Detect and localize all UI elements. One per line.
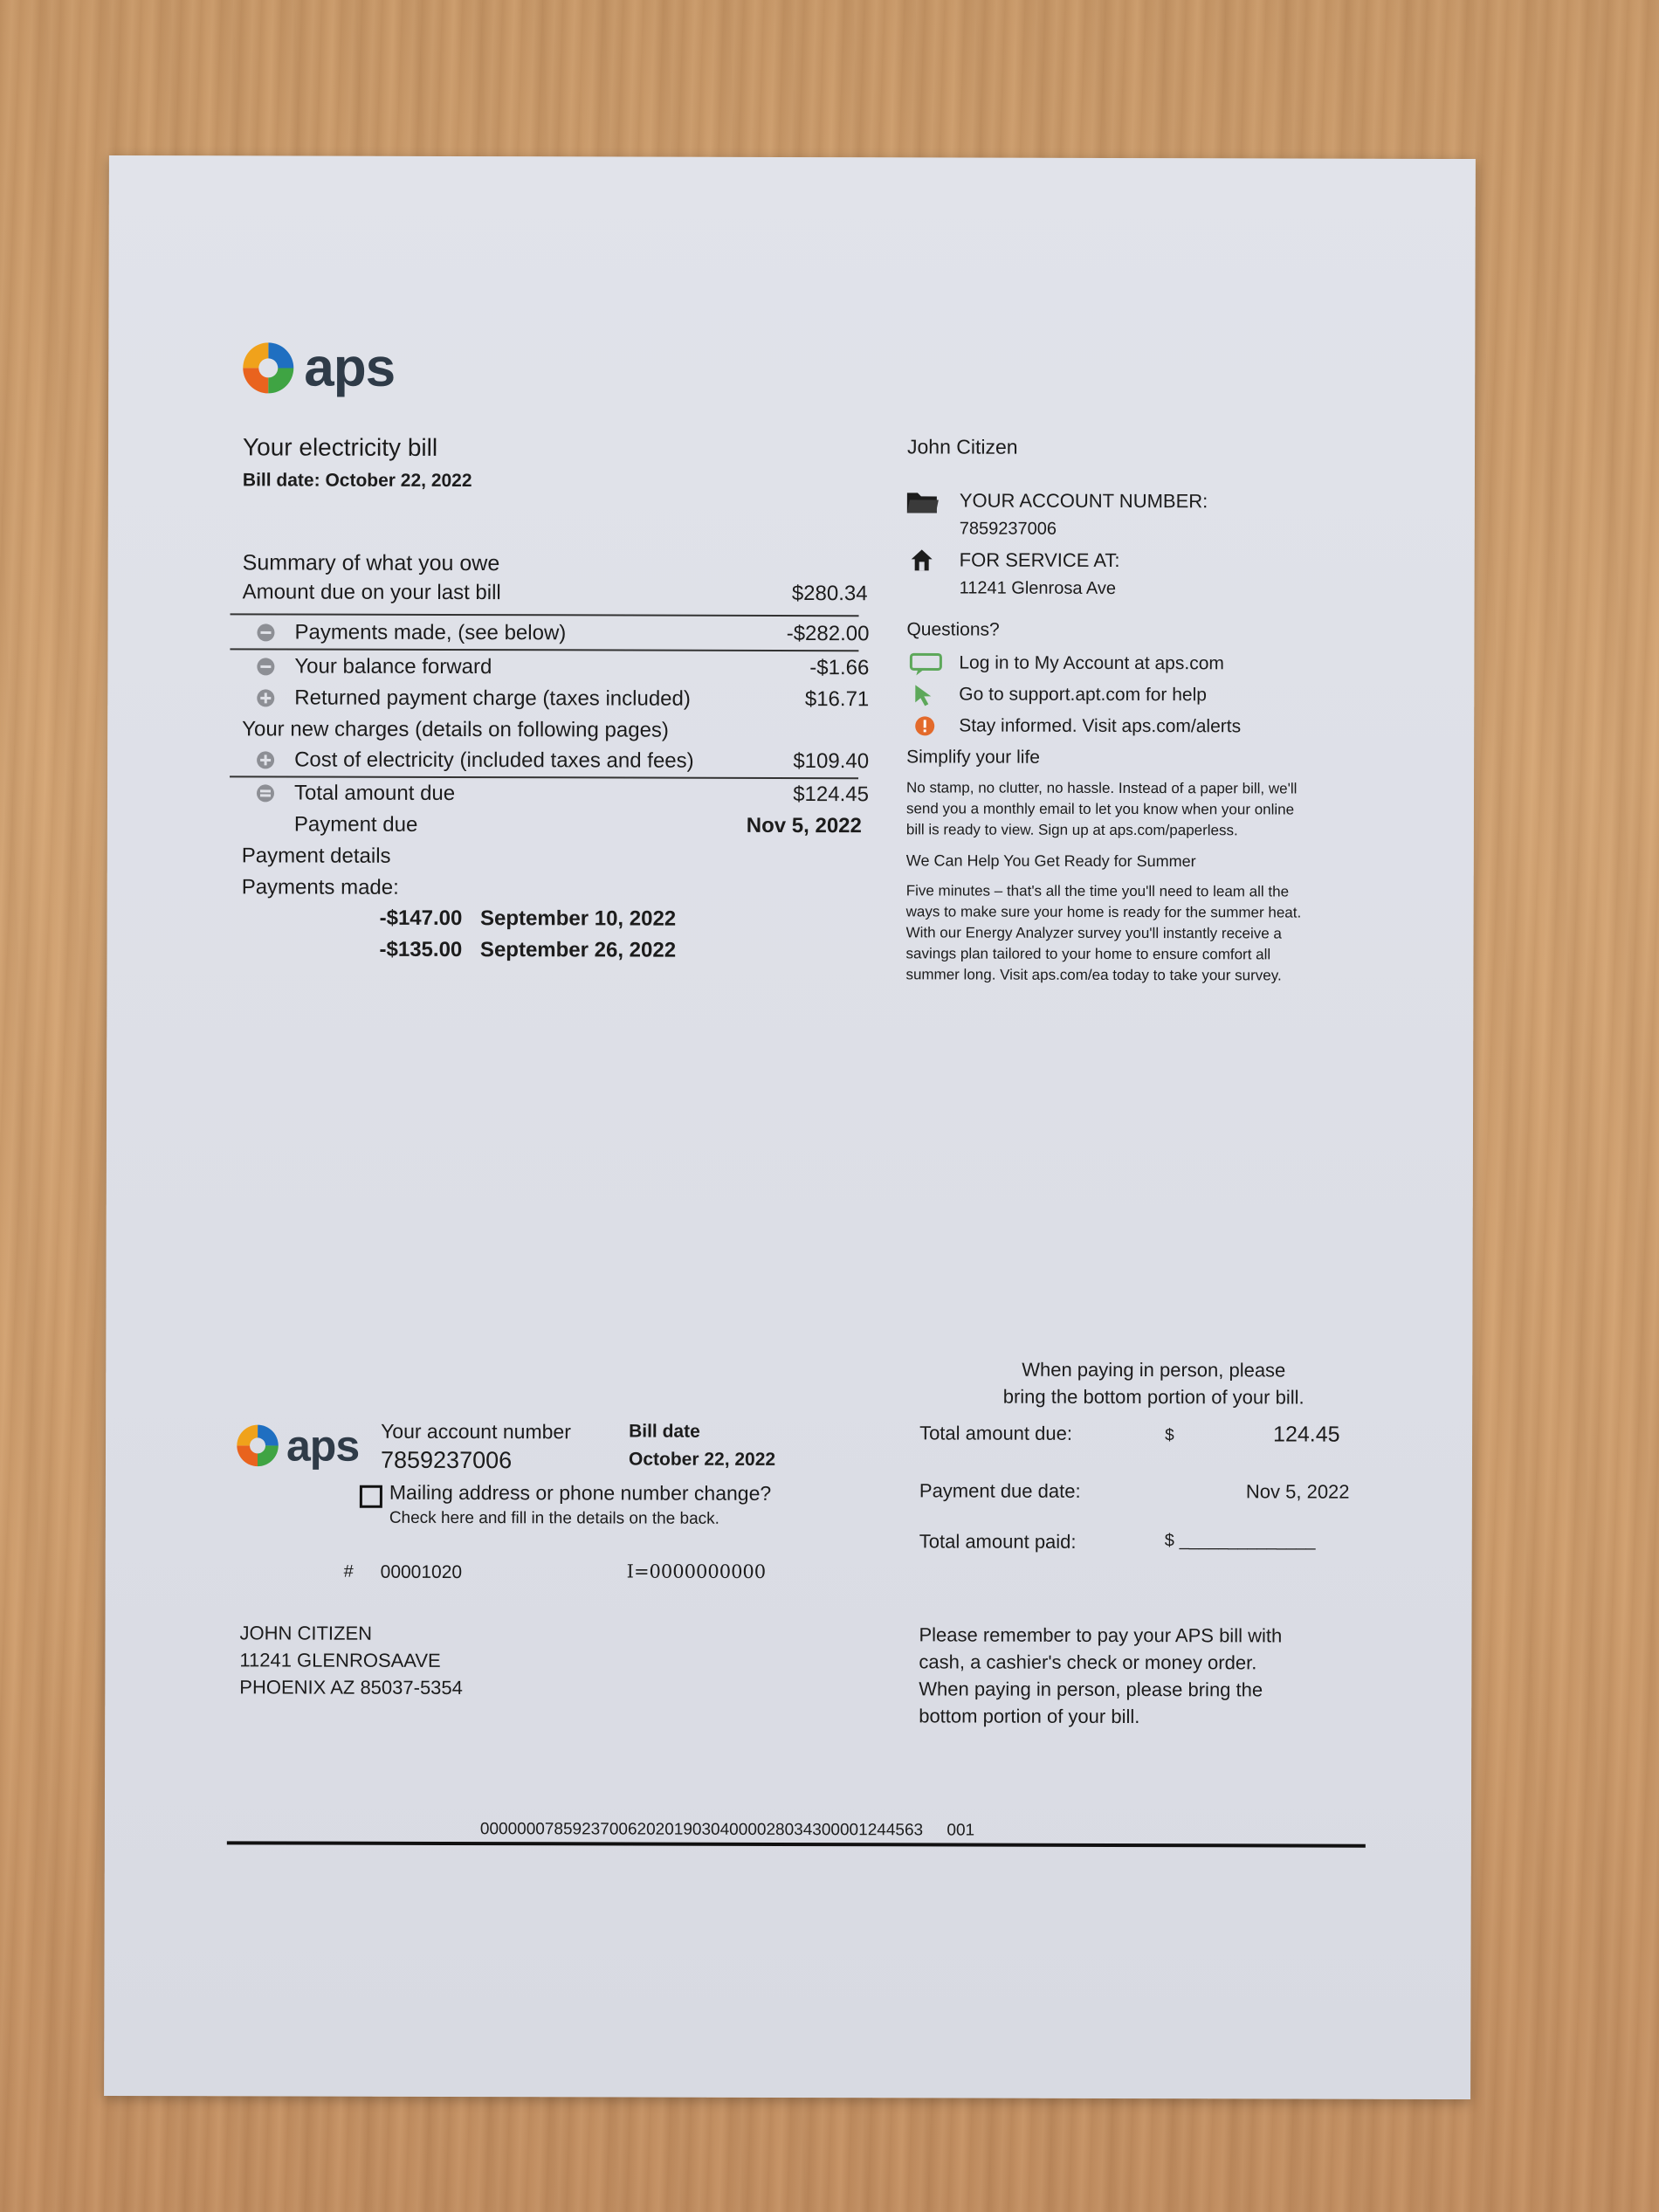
speech-bubble-icon (909, 652, 942, 677)
stub-total-due-value: 124.45 (1273, 1422, 1340, 1447)
bill-date-label: Bill date: (242, 470, 320, 491)
service-address: 11241 Glenrosa Ave (959, 578, 1117, 598)
stub-bottom-rule (227, 1841, 1366, 1847)
simplify-line: No stamp, no clutter, no hassle. Instead of a paper bill, we'll (905, 779, 1298, 797)
scanline-suffix: 001 (947, 1821, 975, 1840)
stub-account-number: 7859237006 (380, 1446, 513, 1474)
reminder-line: When paying in person, please bring the (919, 1678, 1263, 1701)
minus-circle-icon (256, 623, 275, 642)
payment-date: September 10, 2022 (480, 906, 677, 931)
question-item-support: Go to support.apt.com for help (959, 684, 1207, 706)
simplify-line: send you a monthly email to let you know when your online (905, 800, 1295, 818)
payments-value: -$282.00 (786, 621, 870, 646)
address-change-label: Mailing address or phone number change? (389, 1480, 772, 1505)
scanline (480, 1820, 974, 1840)
summer-title: We Can Help You Get Ready for Summer (905, 851, 1196, 871)
bill-date-line (243, 470, 472, 492)
electricity-value: $109.40 (793, 749, 870, 774)
returned-label: Returned payment charge (taxes included) (294, 686, 691, 711)
payment-reminder (919, 1621, 1282, 1730)
address-change-hint: Check here and fill in the details on the back. (389, 1508, 719, 1528)
summary-title: Summary of what you owe (242, 550, 500, 576)
aps-logo-mark-icon (239, 339, 297, 396)
aps-logo-text: aps (286, 1421, 360, 1471)
scanline-digits: 000000078592370062020190304000028034300001244563 (479, 1820, 924, 1840)
simplify-line: bill is ready to view. Sign up at aps.com/paperless. (905, 821, 1238, 839)
stub-due-date-label: Payment due date: (919, 1479, 1081, 1502)
summary-row-returned (244, 682, 883, 715)
simplify-title: Simplify your life (906, 747, 1041, 768)
ref-code: I=0000000000 (626, 1561, 767, 1582)
balance-value: -$1.66 (809, 656, 870, 680)
aps-logo-mark-icon (234, 1422, 281, 1469)
due-label: Payment due (293, 812, 418, 837)
summer-line: savings plan tailored to your home to ensure comfort all (905, 945, 1271, 963)
payments-label: Payments made, (see below) (294, 620, 567, 645)
bill-title: Your electricity bill (242, 433, 438, 461)
account-number-label: YOUR ACCOUNT NUMBER: (959, 489, 1208, 513)
new-charges-label: Your new charges (details on following pages) (242, 717, 669, 742)
in-person-note (935, 1355, 1372, 1410)
stub-aps-logo (234, 1422, 359, 1469)
stub-paid-currency: $ (1164, 1531, 1174, 1551)
in-person-line: bring the bottom portion of your bill. (1002, 1385, 1304, 1409)
summer-line: ways to make sure your home is ready for the summer heat. (905, 903, 1302, 921)
cursor-arrow-icon (912, 683, 935, 707)
plus-circle-icon (256, 688, 275, 707)
last-bill-value: $280.34 (791, 582, 868, 606)
question-item-login: Log in to My Account at aps.com (959, 652, 1224, 674)
stub-bill-date: October 22, 2022 (628, 1449, 776, 1470)
house-icon (910, 548, 934, 572)
stub-due-date-value: Nov 5, 2022 (1245, 1480, 1350, 1503)
summer-body (905, 880, 1301, 986)
summary-row-balance (244, 651, 883, 684)
address-line: PHOENIX AZ 85037-5354 (239, 1676, 463, 1699)
balance-label: Your balance forward (294, 654, 492, 679)
folder-icon (905, 487, 940, 515)
electricity-label: Cost of electricity (included taxes and fees) (294, 748, 694, 773)
stub-paid-label: Total amount paid: (919, 1530, 1077, 1553)
payment-amount: -$147.00 (379, 906, 463, 931)
ref-hash: # (343, 1561, 354, 1581)
summer-line: Five minutes – that's all the time you'll need to leam all the (905, 882, 1290, 900)
summer-line: summer long. Visit aps.com/ea today to take your survey. (905, 966, 1282, 984)
questions-title: Questions? (906, 619, 1000, 640)
payment-amount: -$135.00 (379, 937, 463, 962)
amount-paid-field[interactable]: ______________ (1179, 1531, 1316, 1551)
payment-item (379, 938, 676, 963)
payment-item (380, 906, 677, 932)
stub-currency: $ (1165, 1426, 1174, 1445)
reminder-line: Please remember to pay your APS bill with (919, 1623, 1283, 1647)
equals-circle-icon (256, 783, 275, 803)
stub-account-label: Your account number (381, 1419, 571, 1444)
in-person-line: When paying in person, please (1022, 1358, 1286, 1382)
ref-number: 00001020 (380, 1561, 463, 1583)
minus-circle-icon (256, 657, 275, 676)
summer-line: With our Energy Analyzer survey you'll instantly receive a (905, 924, 1282, 942)
bill-paper (104, 155, 1476, 2099)
last-bill-label: Amount due on your last bill (242, 580, 501, 605)
mailing-address (239, 1619, 463, 1701)
simplify-body (906, 777, 1298, 841)
stub-bill-date-label: Bill date (629, 1421, 700, 1442)
address-line: 11241 GLENROSAAVE (239, 1649, 441, 1671)
plus-circle-icon (256, 750, 275, 769)
returned-value: $16.71 (804, 687, 870, 712)
account-number-value: 7859237006 (959, 519, 1057, 539)
summary-row-electricity (244, 744, 883, 777)
service-label: FOR SERVICE AT: (959, 548, 1120, 571)
reminder-line: bottom portion of your bill. (919, 1705, 1140, 1728)
summary-row-total (244, 777, 883, 810)
bill-date-value: October 22, 2022 (325, 470, 472, 492)
aps-logo (239, 339, 395, 396)
total-label: Total amount due (293, 781, 456, 805)
summary-row-due (244, 809, 883, 842)
stub-total-due-label: Total amount due: (919, 1422, 1073, 1444)
reminder-line: cash, a cashier's check or money order. (919, 1650, 1257, 1674)
payments-made-label: Payments made: (241, 875, 399, 899)
total-value: $124.45 (793, 782, 870, 807)
aps-logo-text: aps (304, 337, 396, 398)
address-change-checkbox[interactable] (360, 1485, 382, 1508)
summary-row-last-bill (243, 576, 882, 610)
payment-date: September 26, 2022 (479, 938, 677, 962)
customer-name: John Citizen (907, 435, 1018, 458)
alert-icon (914, 715, 935, 736)
summary-row-payments (244, 617, 883, 650)
question-item-alerts: Stay informed. Visit aps.com/alerts (959, 715, 1242, 737)
address-line: JOHN CITIZEN (239, 1622, 373, 1644)
due-value: Nov 5, 2022 (746, 813, 862, 838)
payment-details-title: Payment details (241, 844, 391, 868)
